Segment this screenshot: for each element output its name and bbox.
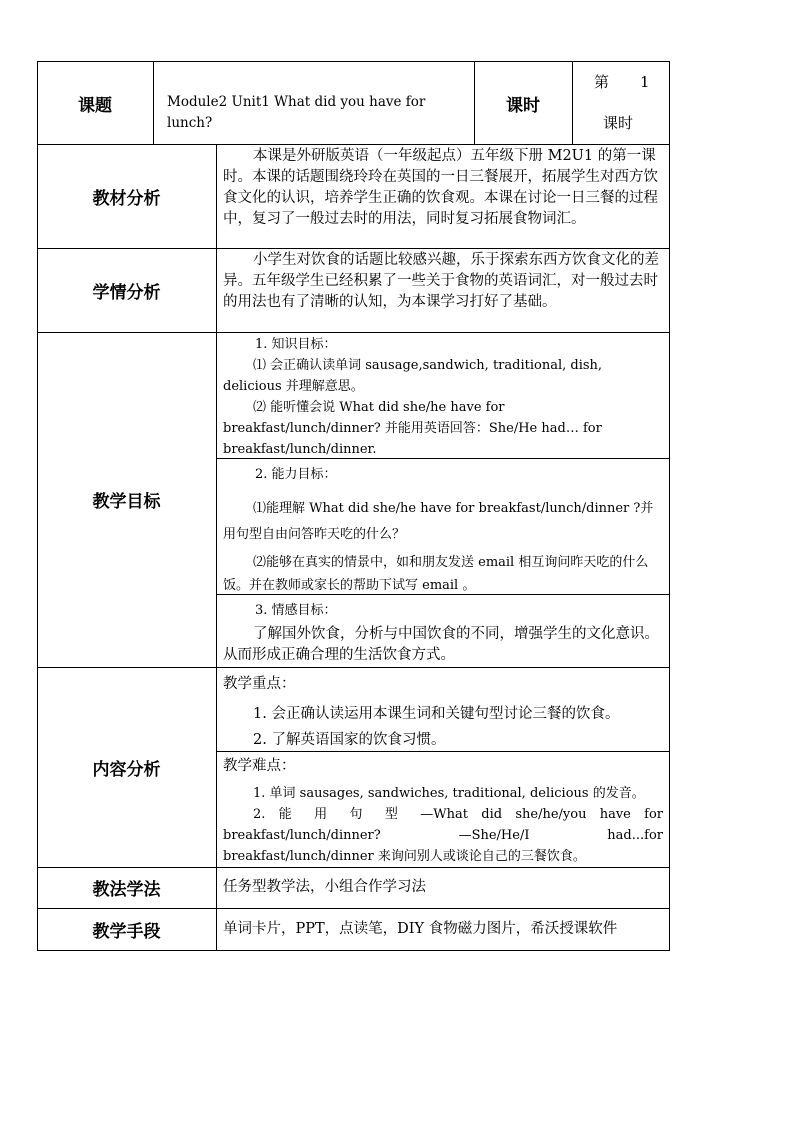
difficulty-item-2: 2. 能 用 句 型 —What did she/he/you have for breakfast/lunch/dinner? —She/He/I had...for breakfast/lunch/dinner 来询问别人或谈论自己的三餐饮食。 — [223, 807, 663, 864]
material-analysis-label: 教材分析 — [92, 188, 161, 209]
period-suffix: 课时 — [603, 114, 634, 132]
difficulty-item-1: 1. 单词 sausages, sandwiches, traditional, delicious 的发音。 — [253, 786, 645, 801]
emotion-title: 3. 情感目标： — [255, 603, 337, 618]
period-prefix: 第 — [594, 73, 610, 91]
knowledge-item-2: ⑵ 能听懂会说 What did she/he have for breakfast/lunch/dinner? 并能用英语回答：She/He had… for breakfast/lunch/dinner. — [223, 400, 602, 457]
key-point-2: 2. 了解英语国家的饮食习惯。 — [253, 732, 446, 748]
knowledge-title: 1. 知识目标： — [255, 337, 337, 352]
knowledge-item-1: ⑴ 会正确认读单词 sausage,sandwich, traditional, dish, delicious 并理解意思。 — [223, 358, 603, 394]
period-label: 课时 — [506, 95, 540, 116]
content-analysis-label: 内容分析 — [92, 759, 161, 780]
topic-label: 课题 — [78, 95, 112, 116]
topic-value: Module2 Unit1 What did you have for lunch? — [167, 94, 426, 131]
key-point-1: 1. 会正确认读运用本课生词和关键句型讨论三餐的饮食。 — [253, 706, 620, 722]
difficulty-title: 教学难点： — [223, 758, 296, 774]
student-analysis-text: 小学生对饮食的话题比较感兴趣，乐于探索东西方饮食文化的差异。五年级学生已经积累了一些关于食物的英语词汇，对一般过去时的用法也有了清晰的认知，为本课学习打好了基础。 — [223, 252, 659, 310]
ability-item-2: ⑵能够在真实的情景中，如和朋友发送 email 相互询问昨天吃的什么饭。并在教师或家长的帮助下试写 email 。 — [223, 555, 649, 593]
objectives-label: 教学目标 — [92, 492, 161, 512]
divider — [216, 144, 217, 951]
divider — [216, 751, 670, 752]
tools-label: 教学手段 — [92, 922, 161, 942]
tools-text: 单词卡片，PPT，点读笔，DIY 食物磁力图片，希沃授课软件 — [223, 921, 618, 937]
divider — [153, 61, 154, 145]
student-analysis-label: 学情分析 — [92, 282, 161, 303]
emotion-text: 了解国外饮食，分析与中国饮食的不同，增强学生的文化意识。从而形成正确合理的生活饮食方式。 — [223, 626, 659, 663]
divider — [572, 61, 573, 145]
methods-label: 教法学法 — [92, 880, 161, 900]
methods-text: 任务型教学法，小组合作学习法 — [223, 879, 426, 895]
key-points-title: 教学重点： — [223, 676, 296, 692]
ability-item-1: ⑴能理解 What did she/he have for breakfast/lunch/dinner ?并用句型自由问答昨天吃的什么？ — [223, 501, 654, 542]
material-analysis-text: 本课是外研版英语（一年级起点）五年级下册 M2U1 的第一课时。本课的话题围绕玲玲在英国的一日三餐展开，拓展学生对西方饮食文化的认识，培养学生正确的饮食观。本课在讨论一日三餐的过程中，复习了一般过去时的用法，同时复习拓展食物词汇。 — [223, 148, 658, 227]
period-number: 1 — [640, 73, 650, 91]
ability-title: 2. 能力目标： — [255, 467, 337, 482]
